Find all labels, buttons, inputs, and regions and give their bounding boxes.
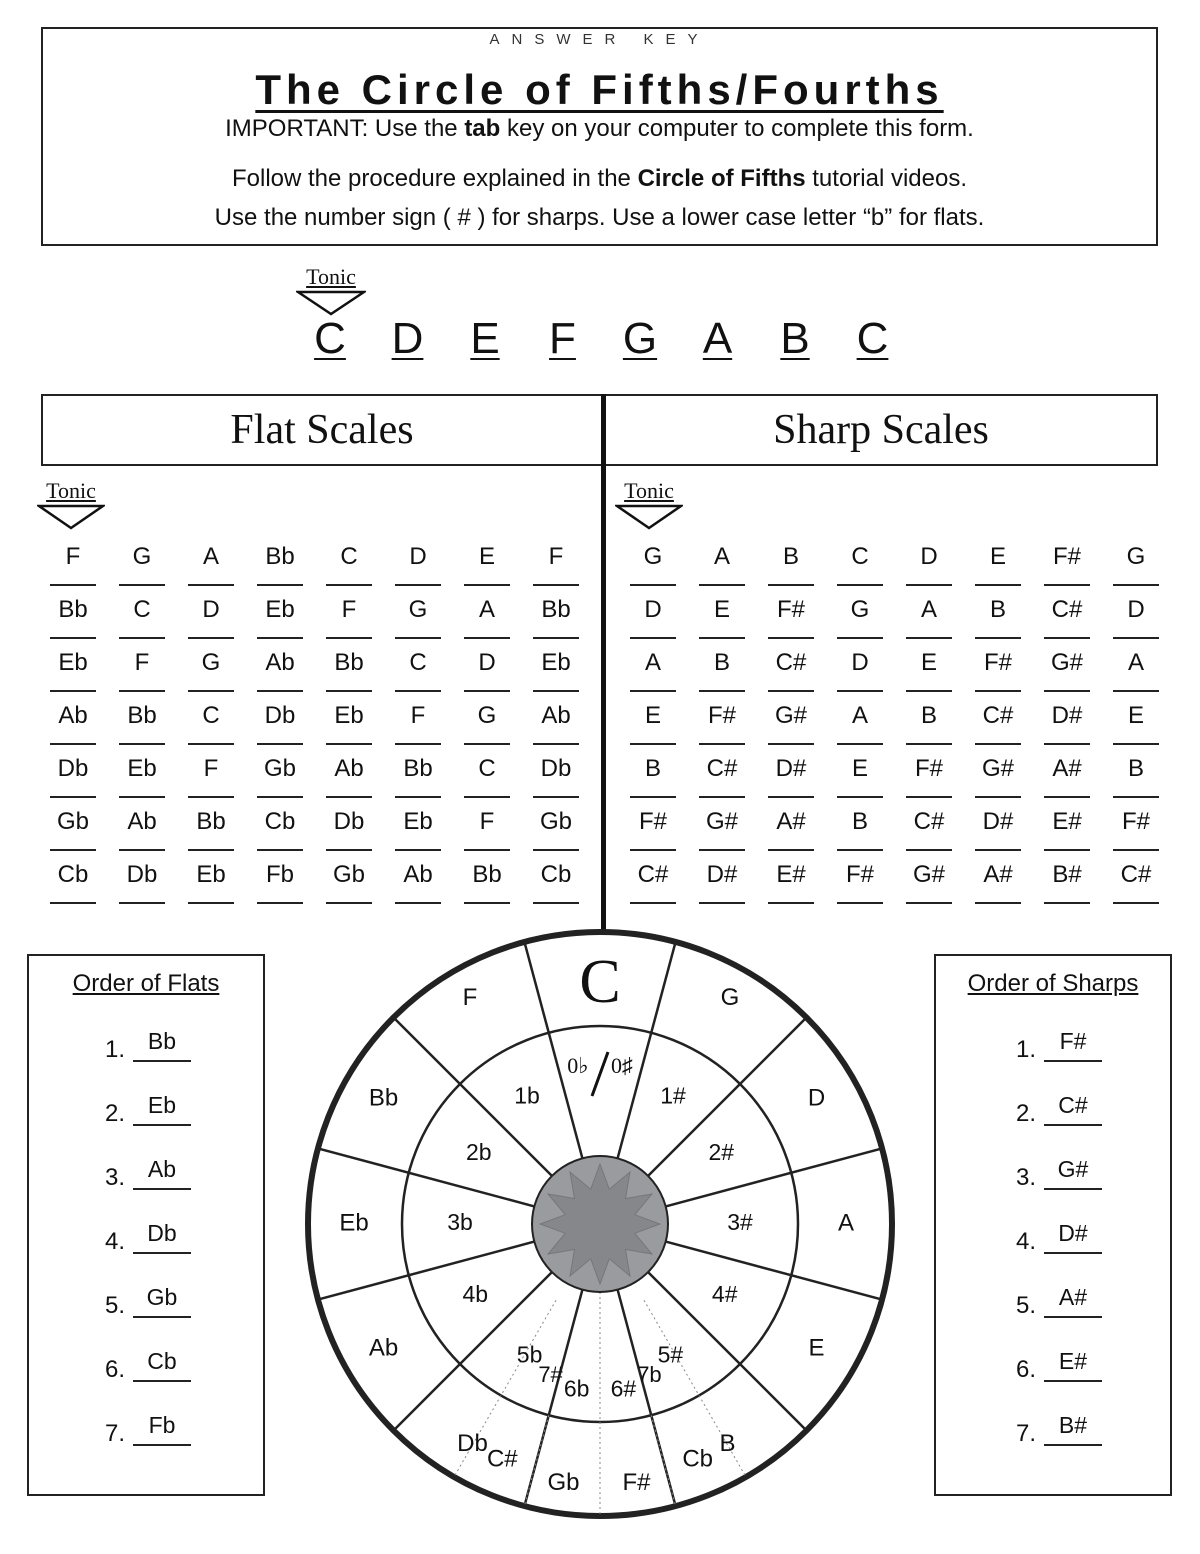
scale-cell[interactable]: G# (906, 852, 952, 904)
scale-cell[interactable]: Gb (50, 799, 96, 851)
scale-cell[interactable]: E (1113, 693, 1159, 745)
outer-key-label: G (720, 984, 740, 1012)
scale-cell[interactable]: F (188, 746, 234, 798)
scale-cell[interactable]: C (326, 534, 372, 586)
instruction-line-3: Use the number sign ( # ) for sharps. Use a lower case letter “b” for flats. (214, 204, 985, 231)
key-signature-count: 1b (514, 1082, 540, 1109)
enharmonic-key-label: C# (486, 1445, 518, 1473)
key-signature-count: 6# (610, 1375, 637, 1402)
scale-cell[interactable]: Ab (395, 852, 441, 904)
order-answer-field[interactable]: Db (133, 1218, 191, 1254)
scale-note: G (622, 314, 658, 363)
scale-cell[interactable]: D (837, 640, 883, 692)
scale-cell[interactable]: Db (257, 693, 303, 745)
key-signature-count: 4# (711, 1281, 738, 1308)
scale-cell[interactable]: Eb (188, 852, 234, 904)
scale-cell[interactable]: B (1113, 746, 1159, 798)
scale-cell[interactable]: G# (975, 746, 1021, 798)
scale-cell[interactable]: A (906, 587, 952, 639)
scale-cell[interactable]: Cb (257, 799, 303, 851)
order-number: 7. (104, 1420, 125, 1447)
scale-cell[interactable]: E (630, 693, 676, 745)
scale-cell[interactable]: G# (699, 799, 745, 851)
scale-cell[interactable]: Eb (119, 746, 165, 798)
order-answer-field[interactable]: Eb (133, 1090, 191, 1126)
key-signature-count: 6b (563, 1375, 590, 1402)
order-of-flats-title: Order of Flats (72, 970, 220, 997)
scale-cell[interactable]: G (188, 640, 234, 692)
scale-cell[interactable]: C# (699, 746, 745, 798)
order-answer-field[interactable]: Bb (133, 1026, 191, 1062)
scale-cell[interactable]: Cb (50, 852, 96, 904)
key-signature-count: 3b (447, 1209, 473, 1236)
scale-cell[interactable]: F (395, 693, 441, 745)
scale-note: C (314, 314, 346, 363)
order-answer-field[interactable]: C# (1044, 1090, 1102, 1126)
scale-cell[interactable]: B (630, 746, 676, 798)
c-major-scale (290, 314, 910, 374)
tonic-marker (296, 264, 366, 316)
scale-cell[interactable]: Ab (119, 799, 165, 851)
scale-cell[interactable]: G (464, 693, 510, 745)
scale-cell[interactable]: D (188, 587, 234, 639)
scale-cell[interactable]: G (630, 534, 676, 586)
order-number: 4. (104, 1228, 125, 1255)
order-number: 3. (1015, 1164, 1036, 1191)
outer-key-label: Gb (547, 1468, 580, 1496)
scale-cell[interactable]: C# (975, 693, 1021, 745)
order-number: 5. (1015, 1292, 1036, 1319)
order-number: 6. (104, 1356, 125, 1383)
instruction-line-1: IMPORTANT: Use the tab key on your computer to complete this form. (225, 115, 974, 142)
scale-cell[interactable]: F# (699, 693, 745, 745)
down-triangle-icon (296, 290, 366, 316)
scale-cell[interactable]: G (837, 587, 883, 639)
key-signature-count: 5# (657, 1341, 684, 1368)
key-signature-count: 5b (516, 1341, 543, 1368)
scale-cell[interactable]: Gb (533, 799, 579, 851)
scale-cell[interactable]: Gb (326, 852, 372, 904)
scale-cell[interactable]: G# (768, 693, 814, 745)
scale-cell[interactable]: Eb (257, 587, 303, 639)
scale-cell[interactable]: A# (768, 799, 814, 851)
instruction-line-2: Follow the procedure explained in the Circle of Fifths tutorial videos. (231, 165, 968, 192)
scale-cell[interactable]: A (188, 534, 234, 586)
outer-key-label: E (808, 1334, 825, 1362)
scale-cell[interactable]: D# (975, 799, 1021, 851)
outer-key-label: Eb (339, 1209, 369, 1237)
scale-cell[interactable]: Eb (326, 693, 372, 745)
scale-cell[interactable]: Fb (257, 852, 303, 904)
scale-note: A (702, 314, 733, 363)
scale-cell[interactable]: D# (699, 852, 745, 904)
scale-cell[interactable]: Eb (395, 799, 441, 851)
key-signature-count: 2# (708, 1139, 735, 1166)
scale-cell[interactable]: D (906, 534, 952, 586)
scale-cell[interactable]: Cb (533, 852, 579, 904)
order-number: 2. (104, 1100, 125, 1127)
scale-cell[interactable]: F (326, 587, 372, 639)
scale-cell[interactable]: F# (768, 587, 814, 639)
scale-cell[interactable]: Db (533, 746, 579, 798)
scale-cell[interactable]: G (119, 534, 165, 586)
flat-tonic-marker: Tonic (37, 478, 105, 530)
scale-cell[interactable]: Bb (188, 799, 234, 851)
down-triangle-icon (37, 504, 105, 530)
scale-cell[interactable]: D# (768, 746, 814, 798)
scale-cell[interactable]: E# (1044, 799, 1090, 851)
scale-cell[interactable]: A (837, 693, 883, 745)
scale-cell[interactable]: D (464, 640, 510, 692)
order-answer-field[interactable]: A# (1044, 1282, 1102, 1318)
scale-cell[interactable]: F# (1113, 799, 1159, 851)
scale-cell[interactable]: A (630, 640, 676, 692)
order-answer-field[interactable]: D# (1044, 1218, 1102, 1254)
scale-cell[interactable]: F (533, 534, 579, 586)
scale-cell[interactable]: F# (1044, 534, 1090, 586)
scale-cell[interactable]: B (699, 640, 745, 692)
order-number: 1. (104, 1036, 125, 1063)
scale-cell[interactable]: G (395, 587, 441, 639)
scale-cell[interactable]: Ab (257, 640, 303, 692)
down-triangle-icon (615, 504, 683, 530)
scale-cell[interactable]: G (1113, 534, 1159, 586)
enharmonic-key-label: Cb (682, 1445, 714, 1473)
order-number: 6. (1015, 1356, 1036, 1383)
top-flat-count: 0♭ (567, 1053, 589, 1079)
outer-key-label: F# (622, 1468, 651, 1496)
answer-key-label: ANSWER KEY (489, 31, 710, 48)
scale-cell[interactable]: Eb (50, 640, 96, 692)
scale-cell[interactable]: B# (1044, 852, 1090, 904)
scale-cell[interactable]: C (188, 693, 234, 745)
scale-cell[interactable]: F# (630, 799, 676, 851)
scale-cell[interactable]: Db (119, 852, 165, 904)
page-title: The Circle of Fifths/Fourths (255, 66, 944, 113)
order-answer-field[interactable]: Cb (133, 1346, 191, 1382)
key-signature-count: 1# (660, 1082, 686, 1109)
order-number: 3. (104, 1164, 125, 1191)
scale-cell[interactable]: Bb (533, 587, 579, 639)
scale-cell[interactable]: B (975, 587, 1021, 639)
scale-cell[interactable]: A# (975, 852, 1021, 904)
order-of-sharps-box (934, 954, 1172, 1496)
scale-cell[interactable]: A# (1044, 746, 1090, 798)
scale-cell[interactable]: A (1113, 640, 1159, 692)
order-of-flats-box (27, 954, 265, 1496)
outer-key-label: A (837, 1209, 855, 1237)
scale-cell[interactable]: Bb (50, 587, 96, 639)
order-answer-field[interactable]: E# (1044, 1346, 1102, 1382)
sharp-scales-heading: Sharp Scales (604, 394, 1158, 466)
scale-note: D (391, 314, 424, 363)
scale-cell[interactable]: E (837, 746, 883, 798)
outer-key-label: F (462, 984, 478, 1012)
top-sharp-count: 0♯ (611, 1053, 633, 1079)
order-number: 7. (1015, 1420, 1036, 1447)
scale-cell[interactable]: Eb (533, 640, 579, 692)
key-signature-count: 7# (538, 1361, 563, 1387)
scale-note: B (780, 314, 810, 363)
scale-cell[interactable]: C (837, 534, 883, 586)
outer-key-label: D (807, 1084, 826, 1112)
scale-cell[interactable]: B (906, 693, 952, 745)
scale-cell[interactable]: D (630, 587, 676, 639)
center-divider (601, 394, 606, 932)
scale-cell[interactable]: F (50, 534, 96, 586)
circle-of-fifths (300, 918, 900, 1528)
scale-cell[interactable]: D# (1044, 693, 1090, 745)
scale-cell[interactable]: Gb (257, 746, 303, 798)
order-answer-field[interactable]: Gb (133, 1282, 191, 1318)
key-signature-count: 2b (465, 1139, 492, 1166)
scale-note: C (856, 314, 889, 363)
scale-cell[interactable]: G# (1044, 640, 1090, 692)
scale-cell[interactable]: Ab (50, 693, 96, 745)
scale-cell[interactable]: E (906, 640, 952, 692)
scale-cell[interactable]: F# (837, 852, 883, 904)
scale-cell[interactable]: E (975, 534, 1021, 586)
scale-cell[interactable]: A (464, 587, 510, 639)
scale-cell[interactable]: Bb (119, 693, 165, 745)
order-number: 4. (1015, 1228, 1036, 1255)
order-number: 2. (1015, 1100, 1036, 1127)
key-signature-count: 3# (727, 1209, 753, 1236)
scale-cell[interactable]: Db (326, 799, 372, 851)
scale-cell[interactable]: Bb (464, 852, 510, 904)
top-key-label: C (579, 948, 621, 1017)
order-answer-field[interactable]: B# (1044, 1410, 1102, 1446)
scale-cell[interactable]: Bb (395, 746, 441, 798)
scale-cell[interactable]: B (837, 799, 883, 851)
key-signature-count: 4b (462, 1281, 489, 1308)
scale-cell[interactable]: C# (630, 852, 676, 904)
scale-cell[interactable]: E (699, 587, 745, 639)
scale-cell[interactable]: C# (906, 799, 952, 851)
sharp-tonic-marker: Tonic (615, 478, 683, 530)
scale-cell[interactable]: D (395, 534, 441, 586)
outer-key-label: Bb (368, 1084, 399, 1112)
scale-note: F (549, 314, 576, 363)
outer-key-label: B (719, 1430, 736, 1458)
order-number: 1. (1015, 1036, 1036, 1063)
scale-cell[interactable]: E (464, 534, 510, 586)
scale-note: E (470, 314, 500, 363)
scale-cell[interactable]: A (699, 534, 745, 586)
order-number: 5. (104, 1292, 125, 1319)
scale-cell[interactable]: B (768, 534, 814, 586)
key-signature-count: 7b (637, 1361, 662, 1387)
scale-cell[interactable]: E# (768, 852, 814, 904)
scale-cell[interactable]: F# (975, 640, 1021, 692)
scale-cell[interactable]: C (119, 587, 165, 639)
scale-cell[interactable]: F# (906, 746, 952, 798)
scale-cell[interactable]: Db (50, 746, 96, 798)
order-of-sharps-title: Order of Sharps (967, 970, 1139, 997)
flat-scales-heading: Flat Scales (41, 394, 603, 466)
scale-cell[interactable]: F (464, 799, 510, 851)
outer-key-label: Ab (368, 1334, 399, 1362)
scale-cell[interactable]: Ab (533, 693, 579, 745)
scale-cell[interactable]: C# (1113, 852, 1159, 904)
outer-key-label: Db (457, 1430, 488, 1458)
tonic-label: Tonic (306, 264, 356, 289)
scale-cell[interactable]: C (464, 746, 510, 798)
scale-cell[interactable]: F (119, 640, 165, 692)
order-answer-field[interactable]: Ab (133, 1154, 191, 1190)
order-answer-field[interactable]: F# (1044, 1026, 1102, 1062)
scale-cell[interactable]: Bb (326, 640, 372, 692)
scale-cell[interactable]: Bb (257, 534, 303, 586)
order-answer-field[interactable]: Fb (133, 1410, 191, 1446)
scale-cell[interactable]: C# (1044, 587, 1090, 639)
order-answer-field[interactable]: G# (1044, 1154, 1102, 1190)
scale-cell[interactable]: C# (768, 640, 814, 692)
scale-cell[interactable]: C (395, 640, 441, 692)
instructions-box (41, 27, 1158, 246)
scale-cell[interactable]: D (1113, 587, 1159, 639)
scale-cell[interactable]: Ab (326, 746, 372, 798)
